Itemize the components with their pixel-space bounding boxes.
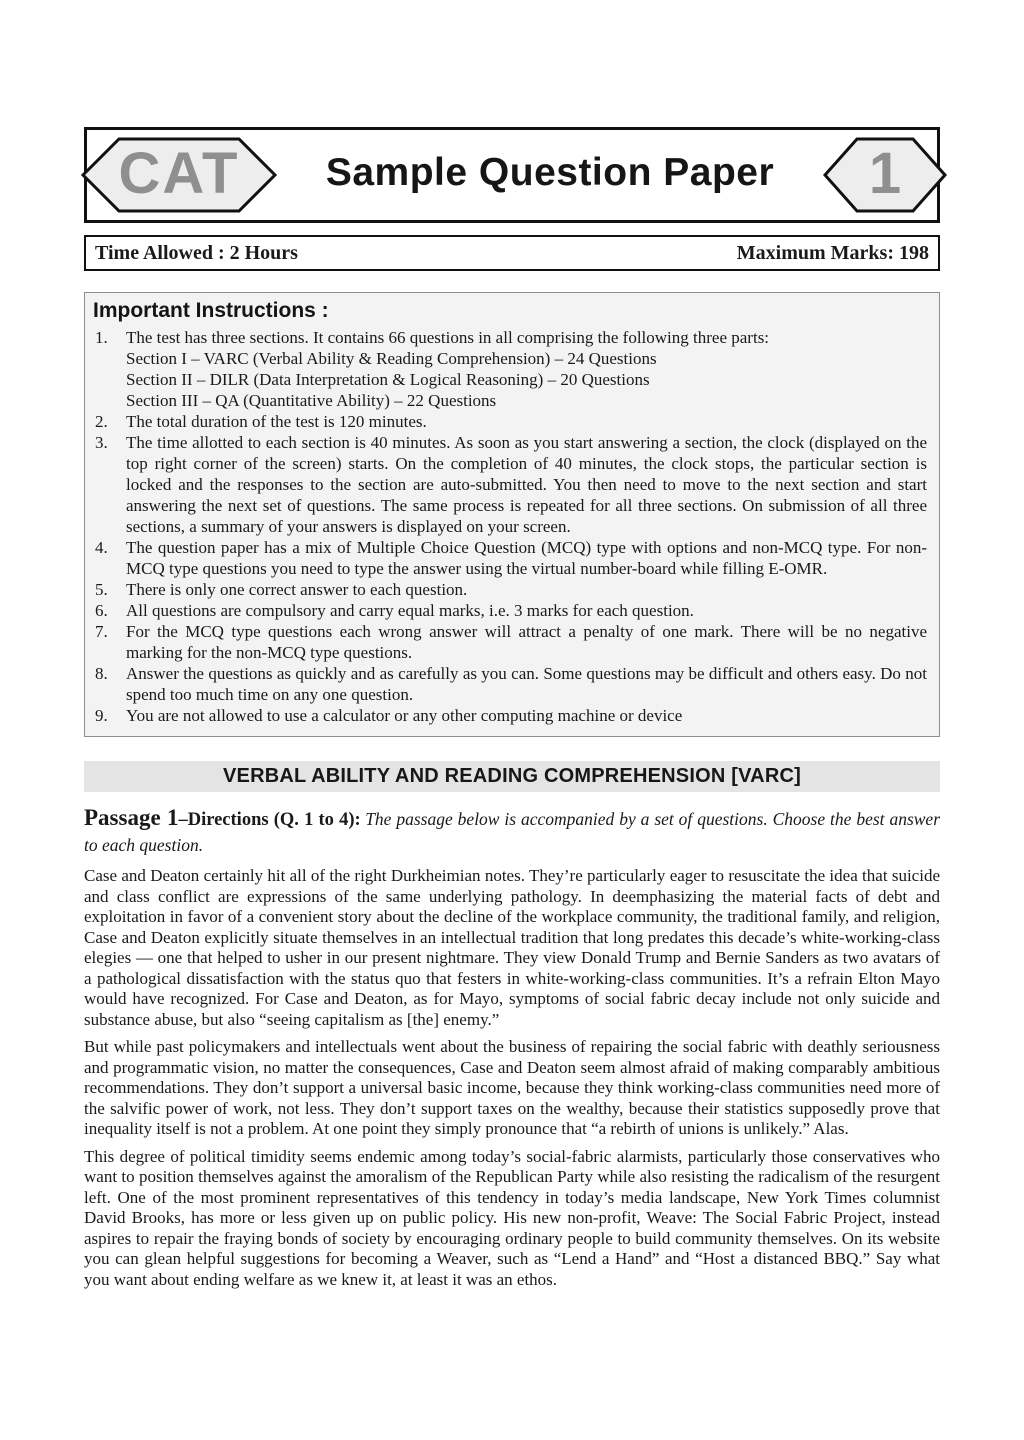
passage-paragraph-3: This degree of political timidity seems endemic among today’s social-fabric alarmists, particularly those conservatives who want to position themselves against the amoralism of the Republican Party while also resisting the radicalism of the resurgent left. One of the most prominent representatives of this tendency in today’s media landscape, New York Times columnist David Brooks, has more or less given up on public policy. His new non-profit, Weave: The Social Fabric Project, instead aspires to repair the fraying bonds of society by encouraging ordinary people to build community themselves. On its website you can glean helpful suggestions for becoming a Weaver, such as “Lend a Hand” and “Host a distanced BBQ.” Say what you want about ending welfare as we knew it, at least it was an ethos.	[84, 1146, 940, 1289]
instruction-number: 6.	[95, 601, 108, 620]
passage-directions	[84, 806, 940, 859]
directions-label: –Directions (Q. 1 to 4):	[178, 810, 361, 830]
instruction-text: Answer the questions as quickly and as carefully as you can. Some questions may be difficult and others easy. Do not spend too much time on any one question.	[126, 664, 927, 704]
question-paper-page	[84, 127, 940, 1290]
instruction-item-3	[93, 432, 929, 537]
instruction-item-9	[93, 705, 929, 726]
instruction-number: 2.	[95, 412, 108, 431]
instruction-number: 4.	[95, 538, 108, 557]
instruction-text: You are not allowed to use a calculator or any other computing machine or device	[126, 706, 683, 725]
instruction-item-6	[93, 600, 929, 621]
instruction-item-1	[93, 327, 929, 411]
instruction-text: The time allotted to each section is 40 minutes. As soon as you start answering a section, the clock (displayed on the top right corner of the screen) starts. On the completion of 40 minutes, the clock stops, the particular section is locked and the responses to the section are auto-submitted. You then need to move to the next section and start answering the next set of questions. The same process is repeated for all three sections. On submission of all three sections, a summary of your answers is displayed on your screen.	[126, 433, 927, 536]
instruction-text: There is only one correct answer to each question.	[126, 580, 468, 599]
passage-paragraph-1: Case and Deaton certainly hit all of the right Durkheimian notes. They’re particularly eager to resuscitate the idea that suicide and class conflict are expressions of the same underlying pathology. In deemphasizing the material facts of debt and exploitation in favor of a convenient story about the decline of the workplace community, the traditional family, and religion, Case and Deaton explicitly situate themselves in an intellectual tradition that long predates this decade’s white-working-class elegies — one that helped to usher in our present nightmare. They view Donald Trump and Bernie Sanders as two avatars of a pathological dissatisfaction with the status quo that festers in white-working-class communities. It’s a refrain Elton Mayo would have recognized. For Case and Deaton, as for Mayo, symptoms of social fabric decay include not only suicide and substance abuse, but also “seeing capitalism as [the] enemy.”	[84, 866, 940, 1029]
maximum-marks-label: Maximum Marks: 198	[736, 241, 929, 264]
instruction-text	[126, 327, 929, 411]
instruction-text: All questions are compulsory and carry equal marks, i.e. 3 marks for each question.	[126, 601, 694, 620]
instruction-number: 8.	[95, 664, 108, 683]
paper-number-text: 1	[868, 140, 902, 206]
instruction-item-7	[93, 621, 929, 663]
instruction-item-5	[93, 579, 929, 600]
passage-label: Passage 1	[84, 805, 179, 830]
instruction-number: 5.	[95, 580, 108, 599]
meta-bar	[84, 235, 940, 271]
instruction-item-4	[93, 537, 929, 579]
instruction-number: 3.	[95, 433, 108, 452]
instruction-text: For the MCQ type questions each wrong answer will attract a penalty of one mark. There will be no negative marking for the non-MCQ type questions.	[126, 622, 927, 662]
instruction-item-8	[93, 663, 929, 705]
paper-number-badge	[823, 136, 947, 214]
instruction-number: 7.	[95, 622, 108, 641]
instruction-text: The total duration of the test is 120 minutes.	[126, 412, 427, 431]
paper-title: Sample Question Paper	[325, 151, 775, 194]
instruction-text: The question paper has a mix of Multiple Choice Question (MCQ) type with options and non-MCQ type. For non-MCQ type questions you need to type the answer using the virtual number-board while filling E-OMR.	[126, 538, 927, 578]
directions-text: The passage below is accompanied by a set of questions. Choose the best answer to each question.	[84, 809, 941, 855]
instruction-number: 1.	[95, 328, 108, 347]
instruction-line: The test has three sections. It contains 66 questions in all comprising the following three parts:	[126, 328, 770, 347]
paper-header	[84, 127, 940, 223]
time-allowed-label: Time Allowed : 2 Hours	[95, 241, 298, 264]
instruction-subline: Section I – VARC (Verbal Ability & Reading Comprehension) – 24 Questions	[126, 349, 657, 368]
instructions-box	[84, 292, 940, 737]
passage-paragraph-2: But while past policymakers and intellectuals went about the business of repairing the social fabric with deathly seriousness and programmatic vision, no matter the consequences, Case and Deaton seem almost afraid of making comparably ambitious recommendations. They don’t support a universal basic income, because they think working-class communities need more of the salvific power of work, not less. They don’t support taxes on the wealthy, because their statistics supposedly prove that inequality itself is not a problem. At one point they simply pronounce that “a rebirth of unions is unlikely.” Alas.	[84, 1037, 940, 1138]
instruction-item-2	[93, 411, 929, 432]
section-header-varc: VERBAL ABILITY AND READING COMPREHENSION [VARC]	[84, 761, 940, 792]
instruction-number: 9.	[95, 706, 108, 725]
instruction-subline: Section III – QA (Quantitative Ability) – 22 Questions	[126, 391, 497, 410]
cat-logo-badge	[81, 136, 277, 214]
instructions-heading: Important Instructions :	[93, 299, 329, 322]
cat-logo-text: CAT	[118, 140, 240, 206]
instruction-subline: Section II – DILR (Data Interpretation & Logical Reasoning) – 20 Questions	[126, 370, 650, 389]
